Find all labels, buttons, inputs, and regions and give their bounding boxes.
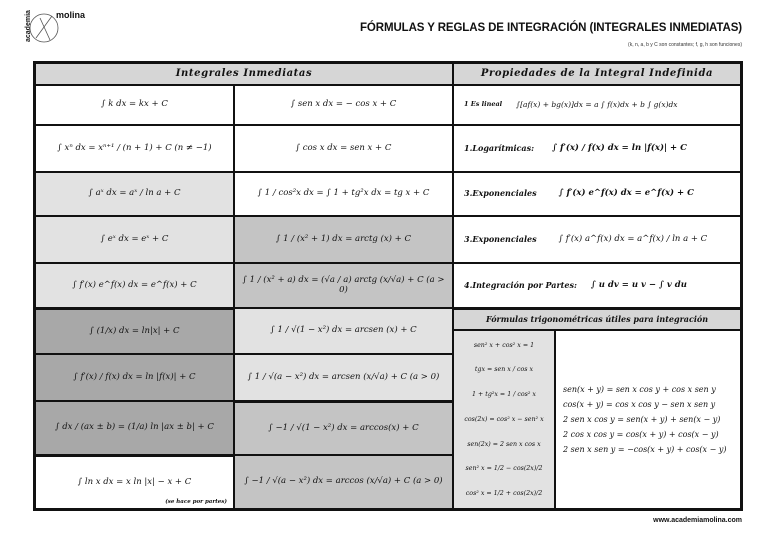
formula-cell: ∫ xⁿ dx = xⁿ⁺¹ / (n + 1) + C (n ≠ −1) <box>35 125 234 172</box>
trig-formula: sen² x = 1/2 − cos(2x)/2 <box>465 465 543 473</box>
logo-text: molina <box>56 10 86 20</box>
formula-cell: ∫ f′(x) / f(x) dx = ln |f(x)| + C <box>35 354 234 401</box>
formula-cell: ∫ 1 / cos²x dx = ∫ 1 + tg²x dx = tg x + C <box>234 172 453 216</box>
property-label: 4.Integración por Partes: <box>464 279 577 290</box>
footer-url: www.academiamolina.com <box>653 517 742 524</box>
property-row <box>453 216 741 263</box>
property-formula: ∫ f′(x) / f(x) dx = ln |f(x)| + C <box>552 142 687 153</box>
formula-cell: ∫ 1 / √(1 − x²) dx = arcsen (x) + C <box>234 308 453 354</box>
formula-cell: ∫ k dx = kx + C <box>35 85 234 125</box>
trig-formula: 2 sen x sen y = −cos(x + y) + cos(x − y) <box>563 445 727 455</box>
formula-cell: ∫ dx / (ax ± b) = (1/a) ln |ax ± b| + C <box>35 401 234 455</box>
logo-subtext: academia <box>25 10 32 42</box>
immediate-header: Integrales Inmediatas <box>35 63 453 85</box>
property-row <box>453 263 741 308</box>
formula-cell: ∫ cos x dx = sen x + C <box>234 125 453 172</box>
formula-cell: ∫ 1 / √(a − x²) dx = arcsen (x/√a) + C (a > 0) <box>234 354 453 401</box>
property-label: 1 Es lineal <box>464 100 503 109</box>
property-row <box>453 85 741 125</box>
formula-cell: ∫ 1 / (x² + 1) dx = arctg (x) + C <box>234 216 453 263</box>
property-row <box>453 172 741 216</box>
property-formula: ∫ f′(x) e^f(x) dx = e^f(x) + C <box>558 188 694 199</box>
trig-formula: cos² x = 1/2 + cos(2x)/2 <box>465 489 543 497</box>
formula-table <box>33 61 743 511</box>
properties-header: Propiedades de la Integral Indefinida <box>453 63 741 85</box>
trig-basic-list <box>464 333 543 506</box>
trig-formula: cos(2x) = cos² x − sen² x <box>464 415 544 423</box>
trig-basic-cell <box>453 330 555 509</box>
property-label: 3.Exponenciales <box>464 188 537 199</box>
trig-formula: cos(x + y) = cos x cos y − sen x sen y <box>563 399 716 409</box>
trig-formula: 2 sen x cos y = sen(x + y) + sen(x − y) <box>563 414 721 424</box>
property-formula: ∫ f′(x) a^f(x) dx = a^f(x) / ln a + C <box>558 233 708 244</box>
formula-cell: ∫ 1 / (x² + a) dx = (√a / a) arctg (x/√a) + C (a > 0) <box>234 263 453 308</box>
trig-formula: sen² x + cos² x = 1 <box>473 341 535 349</box>
trig-sum-list <box>559 331 727 508</box>
page-title: FÓRMULAS Y REGLAS DE INTEGRACIÓN (INTEGRALES INMEDIATAS) <box>359 22 742 34</box>
formula-text: ∫ ln x dx = x ln |x| − x + C <box>77 476 192 487</box>
property-formula: ∫[af(x) + bg(x)]dx = a ∫ f(x)dx + b ∫ g(x)dx <box>516 99 678 109</box>
property-label: 1.Logarítmicas: <box>464 142 535 153</box>
trig-header: Fórmulas trigonométricas útiles para integración <box>453 308 741 330</box>
formula-cell <box>35 455 234 509</box>
trig-formula: sen(x + y) = sen x cos y + cos x sen y <box>563 384 716 394</box>
page-subtitle: (k, n, a, b y C son constantes; f, g, h son funciones) <box>628 42 742 48</box>
property-row <box>453 125 741 172</box>
trig-formula: 1 + tg²x = 1 / cos² x <box>472 391 536 399</box>
trig-sum-cell <box>555 330 741 509</box>
formula-cell: ∫ −1 / √(1 − x²) dx = arccos(x) + C <box>234 401 453 455</box>
trig-formula: sen(2x) = 2 sen x cos x <box>467 440 541 448</box>
formula-cell: ∫ sen x dx = − cos x + C <box>234 85 453 125</box>
property-label: 3.Exponenciales <box>464 233 537 244</box>
formula-cell: ∫ (1/x) dx = ln|x| + C <box>35 308 234 354</box>
formula-cell: ∫ eˣ dx = eˣ + C <box>35 216 234 263</box>
formula-cell: ∫ aˣ dx = aˣ / ln a + C <box>35 172 234 216</box>
parts-note: (se hace por partes) <box>165 498 227 505</box>
trig-formula: 2 cos x cos y = cos(x + y) + cos(x − y) <box>563 430 719 440</box>
property-formula: ∫ u dv = u v − ∫ v du <box>590 279 687 290</box>
formula-cell: ∫ f′(x) e^f(x) dx = e^f(x) + C <box>35 263 234 308</box>
formula-cell: ∫ −1 / √(a − x²) dx = arccos (x/√a) + C (a > 0) <box>234 455 453 509</box>
trig-formula: tgx = sen x / cos x <box>474 366 534 374</box>
